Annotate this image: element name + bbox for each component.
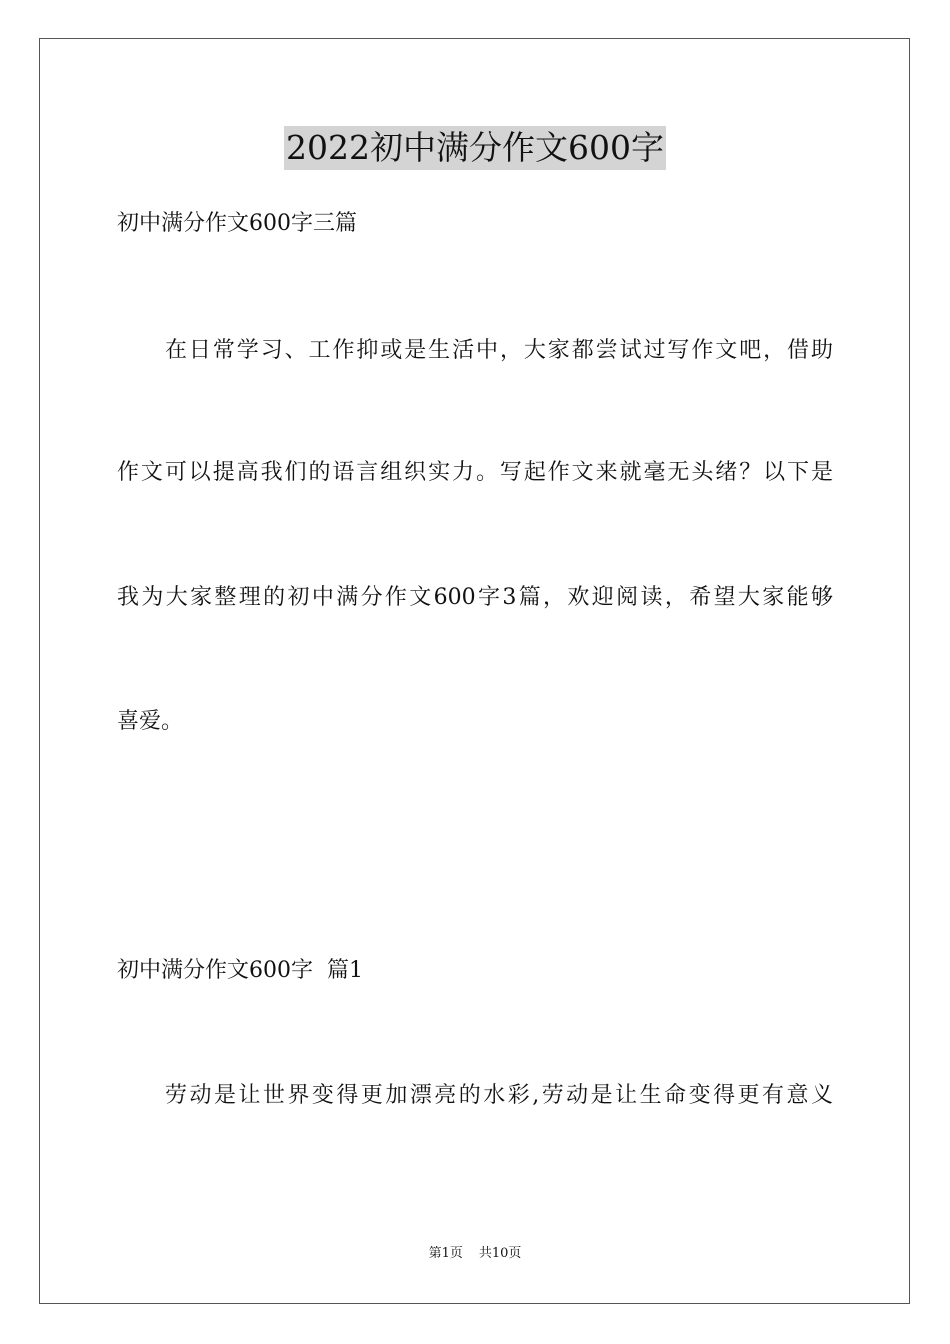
- section-heading: 初中满分作文600字 篇1: [117, 958, 363, 983]
- section-paragraph-line: 劳动是让世界变得更加漂亮的水彩,劳动是让生命变得更有意义: [165, 1083, 833, 1108]
- page-total: 共10页: [478, 1246, 522, 1261]
- intro-line: 在日常学习、工作抑或是生活中，大家都尝试过写作文吧，借助: [165, 338, 833, 363]
- intro-line: 喜爱。: [117, 709, 184, 734]
- intro-line: 作文可以提高我们的语言组织实力。写起作文来就毫无头绪？以下是: [117, 460, 833, 485]
- page-number: 第1页: [428, 1246, 463, 1261]
- page-footer: [0, 1245, 950, 1263]
- document-title: 2022初中满分作文600字: [284, 126, 666, 170]
- intro-line: 我为大家整理的初中满分作文600字3篇，欢迎阅读，希望大家能够: [117, 585, 833, 610]
- title-container: [0, 126, 950, 170]
- document-subtitle: 初中满分作文600字三篇: [117, 211, 357, 236]
